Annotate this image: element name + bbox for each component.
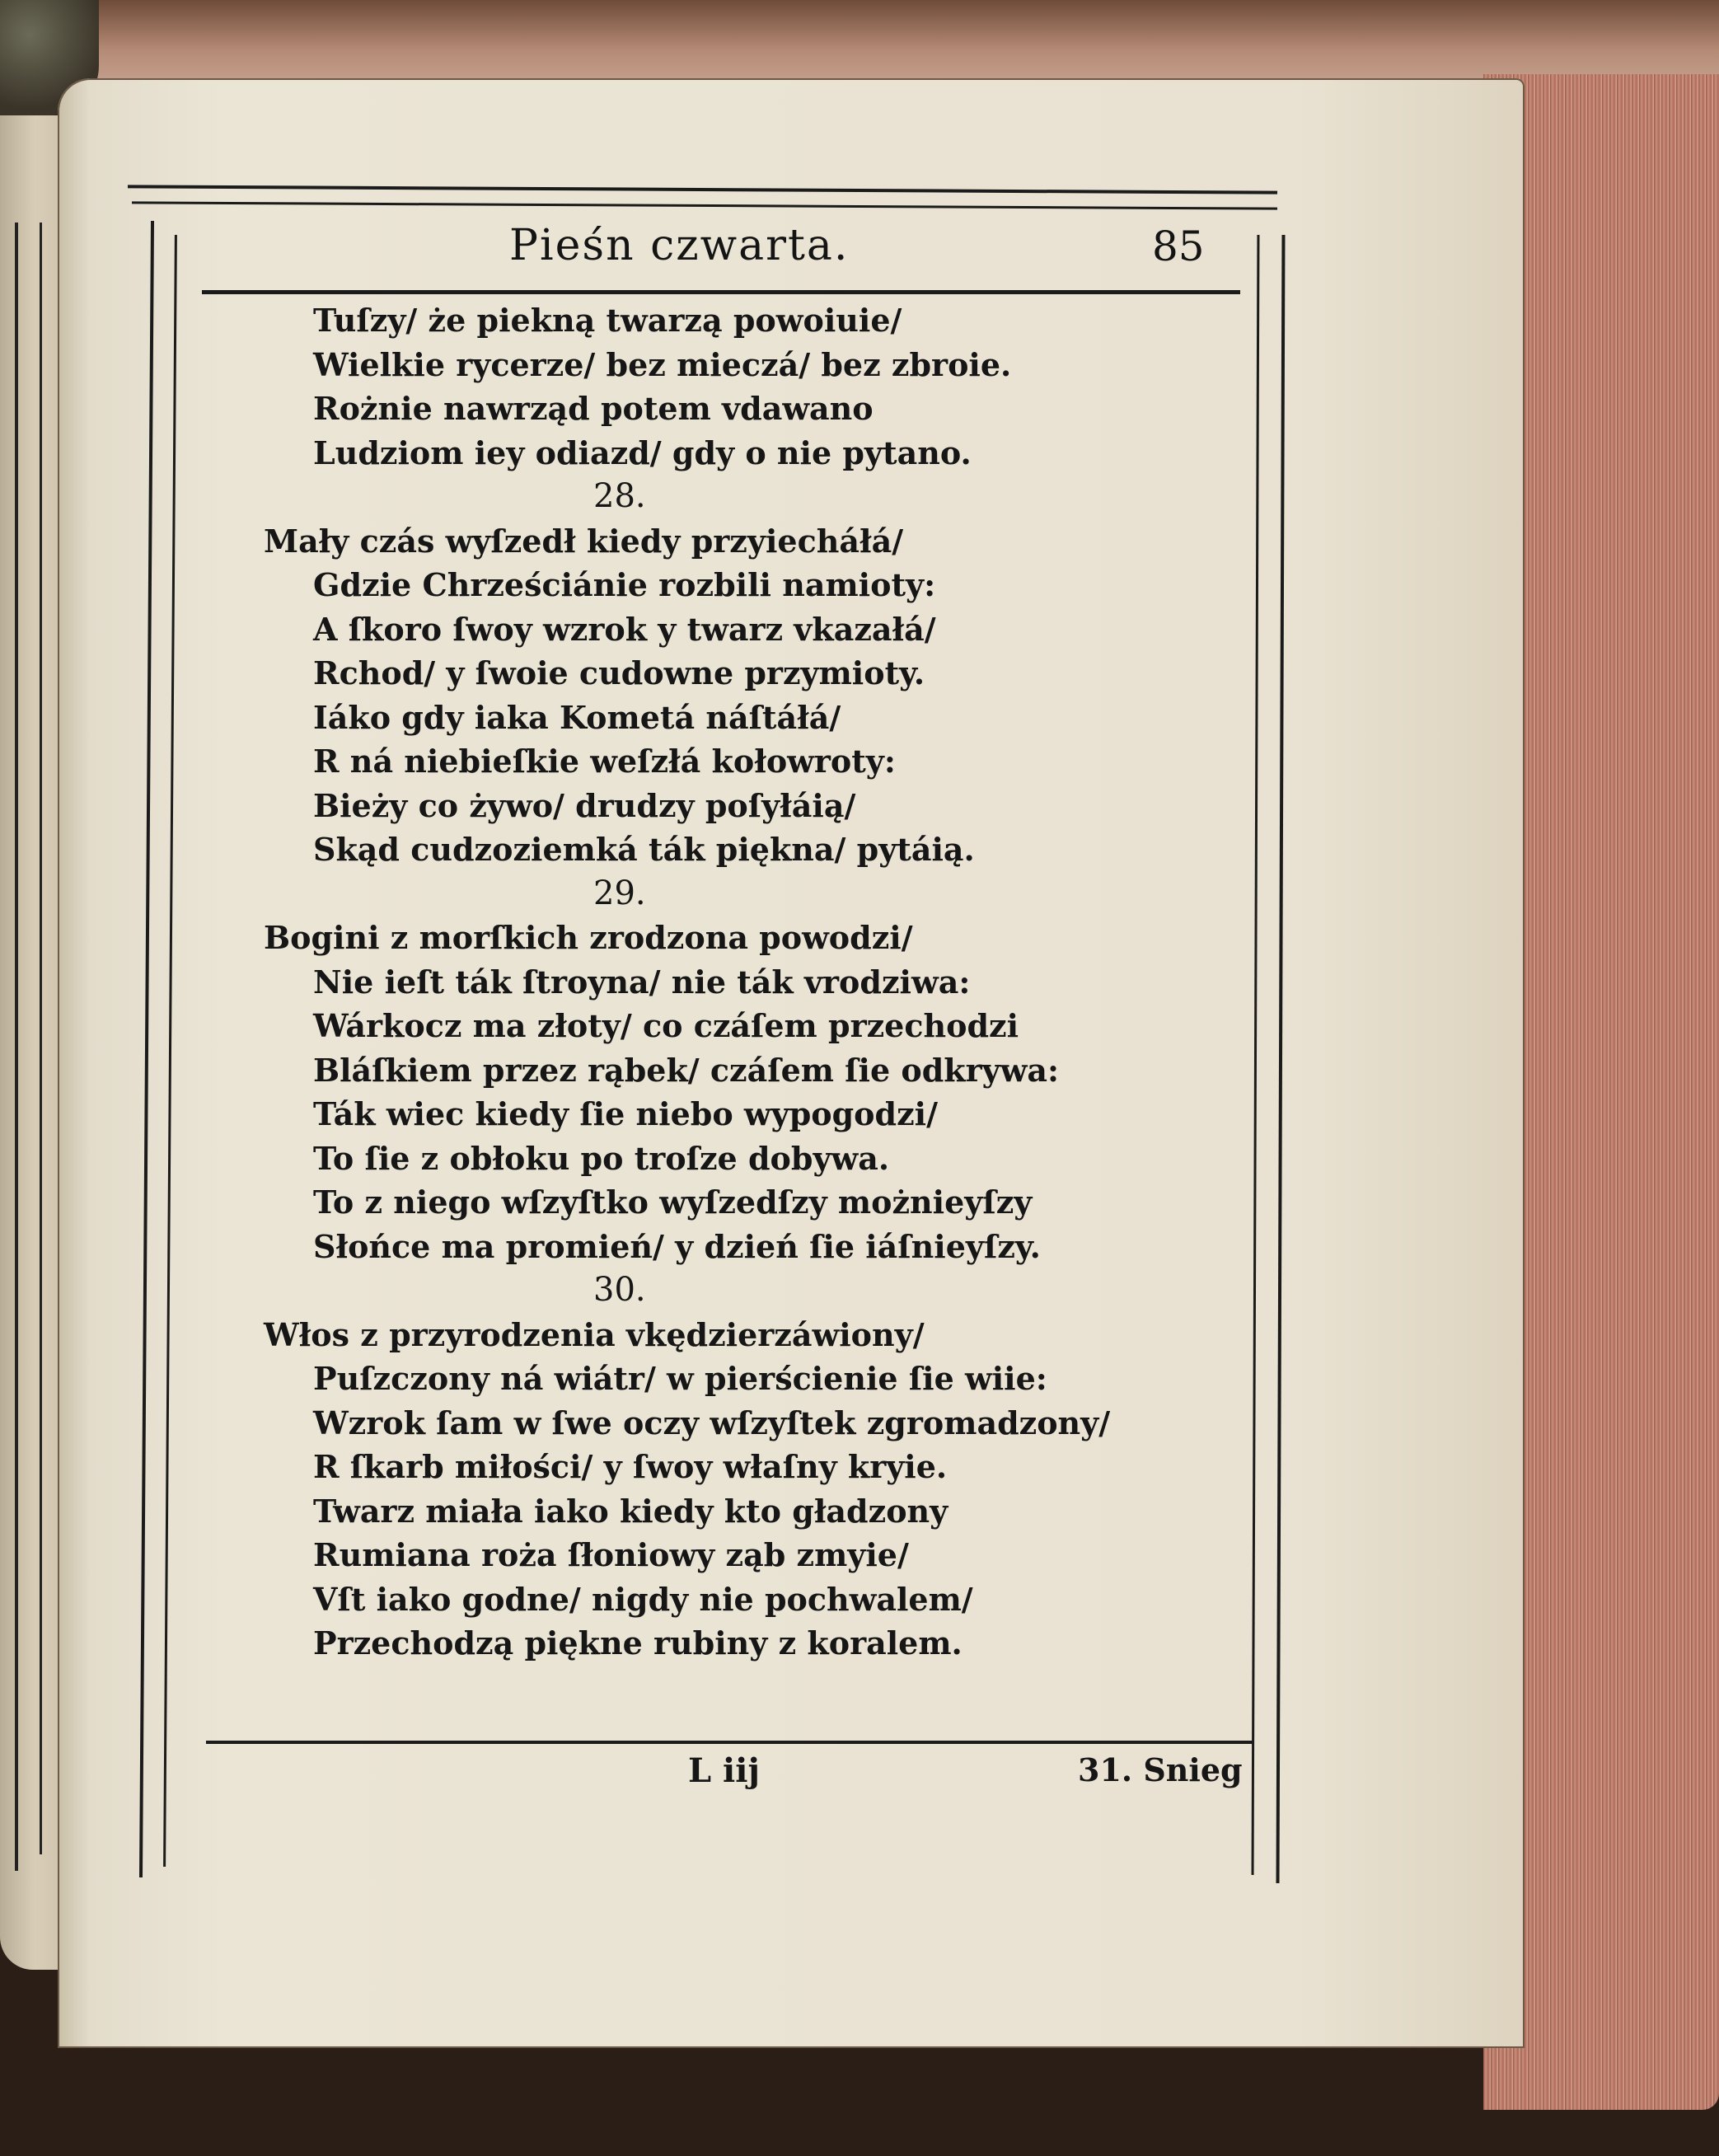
verse-line: Nie ieſt ták ſtroyna/ nie ták vrodziwa: [313, 963, 971, 1001]
stanza-number: 28. [593, 477, 646, 515]
verse-line: R ſkarb miłości/ y ſwoy właſny kryie. [313, 1448, 948, 1485]
left-page-rule [15, 223, 18, 1871]
verse-line: Wzrok ſam w ſwe oczy wſzyſtek zgromadzony/ [313, 1404, 1111, 1441]
verse-line: Rożnie nawrząd potem vdawano [313, 390, 874, 427]
running-header [190, 221, 1253, 287]
stanza-number: 29. [593, 874, 646, 912]
catchword: 31. Snieg [1078, 1751, 1243, 1788]
signature-mark: L iij [688, 1751, 760, 1790]
verse-line: Przechodzą piękne rubiny z koralem. [313, 1624, 963, 1662]
left-page-rule [40, 223, 42, 1854]
verse-line: Bieży co żywo/ drudzy poſyłáią/ [313, 786, 856, 824]
verse-line: Włos z przyrodzenia vkędzierzáwiony/ [264, 1315, 925, 1353]
book-top-edge [49, 0, 1719, 91]
header-rule [202, 290, 1240, 294]
verse-line: Mały czás wyſzedł kiedy przyiecháłá/ [264, 522, 904, 560]
verse-line: Słońce ma promień/ y dzień ſie iáſnieyſzy. [313, 1227, 1041, 1265]
verse-line: Gdzie Chrześciánie rozbili namioty: [313, 566, 936, 603]
verse-line: Tuſzy/ że piekną twarzą powoiuie/ [313, 302, 902, 339]
verse-line: Bogini z morſkich zrodzona powodzi/ [264, 919, 913, 956]
verse-line: Wárkocz ma złoty/ co czáſem przechodzi [313, 1007, 1019, 1044]
verse-line: Ludziom iey odiazd/ gdy o nie pytano. [313, 434, 972, 471]
stanza-number: 30. [593, 1271, 646, 1309]
poem-text [264, 298, 1253, 1666]
verse-line: Wielkie rycerze/ bez mieczá/ bez zbroie. [313, 345, 1012, 383]
verse-line: Ták wiec kiedy ſie niebo wypogodzi/ [313, 1095, 938, 1132]
verse-line: Bláſkiem przez rąbek/ czáſem ſie odkrywa: [313, 1051, 1060, 1089]
verse-line: Vſt iako godne/ nigdy nie pochwalem/ [313, 1580, 973, 1618]
page-title: Pieśn czwarta. [509, 221, 850, 270]
verse-line: Iáko gdy iaka Kometá náſtáłá/ [313, 698, 841, 736]
verse-line: To ſie z obłoku po troſze dobywa. [313, 1139, 890, 1177]
verse-line: Puſzczony ná wiátr/ w pierścienie ſie wiie: [313, 1360, 1047, 1397]
verse-line: R ná niebieſkie weſzłá kołowroty: [313, 743, 896, 780]
verse-line: Rumiana roża ſłoniowy ząb zmyie/ [313, 1536, 909, 1573]
page-number: 85 [1152, 223, 1205, 270]
verse-line: Skąd cudzoziemká ták piękna/ pytáią. [313, 831, 975, 868]
verse-line: To z niego wſzyſtko wyſzedſzy możnieyſzy [313, 1183, 1033, 1221]
verse-line: Twarz miała iako kiedy kto gładzony [313, 1492, 948, 1530]
verse-line: Rchod/ y ſwoie cudowne przymioty. [313, 654, 925, 691]
verse-line: A ſkoro ſwoy wzrok y twarz vkazałá/ [313, 610, 936, 648]
footer-rule [206, 1741, 1253, 1744]
